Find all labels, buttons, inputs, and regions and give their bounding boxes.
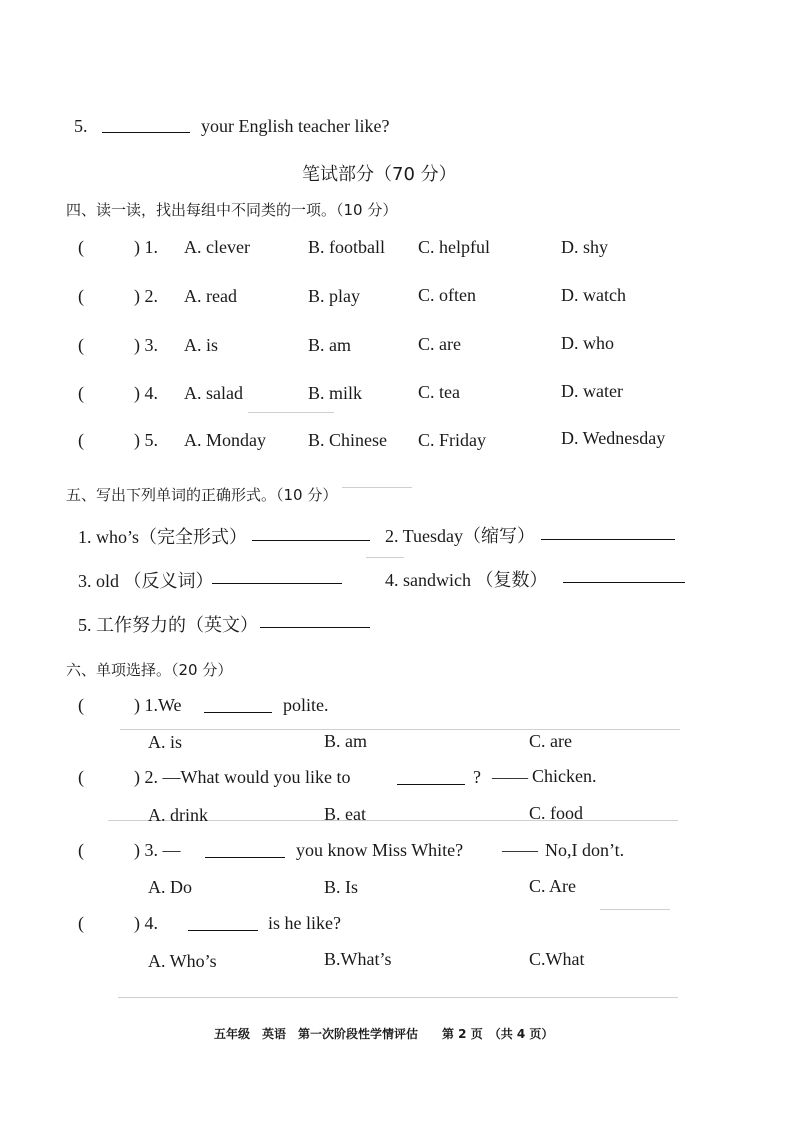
sec6-heading: 六、单项选择。（20 分） <box>66 661 233 679</box>
sec6-q4-stem: ) 4. <box>134 913 158 933</box>
sec5-item-5-blank[interactable] <box>260 609 370 633</box>
sec6-q3-answer: No,I don’t. <box>545 840 625 860</box>
page-footer: 五年级 英语 第一次阶段性学情评估 第 2 页 （共 4 页） <box>214 1027 554 1041</box>
sec6-q3-option-b: B. Is <box>324 877 359 897</box>
sec6-q4-open-paren: ( <box>78 913 84 933</box>
sec4-row-open-paren: ( <box>78 237 84 257</box>
sec6-q2-option-a: A. drink <box>148 805 208 825</box>
sec6-q1-open-paren: ( <box>78 695 84 715</box>
sec6-q2-stem: ) 2. —What would you like to <box>134 767 351 787</box>
sec4-row-open-paren: ( <box>78 286 84 306</box>
sec5-item-1-label: 1. who’s（完全形式） <box>78 527 248 547</box>
sec4-option-d: D. Wednesday <box>561 428 666 448</box>
sec4-row-number: ) 3. <box>134 335 158 355</box>
sec6-q2-option-c: C. food <box>529 803 583 823</box>
sec4-row-number: ) 5. <box>134 430 158 450</box>
sec4-row-open-paren: ( <box>78 335 84 355</box>
sec6-q1-blank[interactable] <box>204 694 272 718</box>
sec4-option-c: C. helpful <box>418 237 490 257</box>
sec6-q1-option-c: C. are <box>529 731 572 751</box>
sec5-item-2-label: 2. Tuesday（缩写） <box>385 526 536 546</box>
sec6-q4-option-c: C.What <box>529 949 585 969</box>
prev-item-blank[interactable] <box>102 114 190 138</box>
sec4-option-d: D. water <box>561 381 623 401</box>
sec6-q1-stem: ) 1.We <box>134 695 182 715</box>
sec4-row-number: ) 4. <box>134 383 158 403</box>
sec4-option-c: C. Friday <box>418 430 487 450</box>
sec6-q2-blank[interactable] <box>397 766 465 790</box>
sec6-q3-mid: you know Miss White? <box>296 840 464 860</box>
sec6-q4-after: is he like? <box>268 913 341 933</box>
scan-mark <box>366 557 404 558</box>
prev-item-number: 5. <box>74 116 88 136</box>
prev-item-text: your English teacher like? <box>201 116 390 136</box>
sec4-row-open-paren: ( <box>78 383 84 403</box>
sec6-q1-option-a: A. is <box>148 732 183 752</box>
sec4-option-c: C. often <box>418 285 476 305</box>
sec5-item-4-label: 4. sandwich （复数） <box>385 570 548 590</box>
sec4-option-b: B. am <box>308 335 351 355</box>
sec5-item-5-label: 5. 工作努力的（英文） <box>78 615 258 635</box>
sec6-q4-option-a: A. Who’s <box>148 951 217 971</box>
sec4-option-a: A. read <box>184 286 237 306</box>
scan-mark <box>600 909 670 910</box>
sec6-q3-option-c: C. Are <box>529 876 576 896</box>
sec4-option-a: A. is <box>184 335 219 355</box>
sec4-row-open-paren: ( <box>78 430 84 450</box>
sec6-q4-blank[interactable] <box>188 912 258 936</box>
sec4-option-c: C. are <box>418 334 461 354</box>
sec5-item-1-blank[interactable] <box>252 522 370 546</box>
scan-mark <box>118 997 678 998</box>
sec4-row-number: ) 1. <box>134 237 158 257</box>
sec4-option-d: D. shy <box>561 237 609 257</box>
sec6-q3-option-a: A. Do <box>148 877 192 897</box>
scan-mark <box>248 412 334 413</box>
sec6-q3-open-paren: ( <box>78 840 84 860</box>
sec4-option-d: D. who <box>561 333 614 353</box>
sec4-option-a: A. salad <box>184 383 243 403</box>
sec4-option-b: B. milk <box>308 383 363 403</box>
scan-mark <box>120 729 680 730</box>
sec6-q3-stem: ) 3. — <box>134 840 181 860</box>
sec5-item-4-blank[interactable] <box>563 564 685 588</box>
scan-mark <box>342 487 412 488</box>
sec4-option-b: B. play <box>308 286 360 306</box>
sec6-q3-dash: —— <box>502 840 538 860</box>
sec6-q1-option-b: B. am <box>324 731 367 751</box>
sec4-row-number: ) 2. <box>134 286 158 306</box>
sec4-option-c: C. tea <box>418 382 460 402</box>
sec5-item-3-blank[interactable] <box>212 565 342 589</box>
sec5-item-3-label: 3. old （反义词） <box>78 571 214 591</box>
sec6-q2-question-mark: ? <box>473 767 481 787</box>
sec5-heading: 五、写出下列单词的正确形式。（10 分） <box>66 486 338 504</box>
sec6-q2-open-paren: ( <box>78 767 84 787</box>
sec4-option-b: B. Chinese <box>308 430 387 450</box>
sec6-q2-dash: —— <box>492 767 528 787</box>
sec6-q3-blank[interactable] <box>205 839 285 863</box>
sec4-option-a: A. clever <box>184 237 250 257</box>
section-title: 笔试部分（70 分） <box>302 164 457 185</box>
sec6-q1-after: polite. <box>283 695 329 715</box>
sec5-item-2-blank[interactable] <box>541 521 675 545</box>
sec6-q2-answer: Chicken. <box>532 766 597 786</box>
sec4-option-a: A. Monday <box>184 430 266 450</box>
sec4-option-d: D. watch <box>561 285 626 305</box>
sec6-q2-option-b: B. eat <box>324 804 366 824</box>
sec6-q4-option-b: B.What’s <box>324 949 392 969</box>
sec4-option-b: B. football <box>308 237 385 257</box>
sec4-heading: 四、读一读，找出每组中不同类的一项。（10 分） <box>66 201 398 219</box>
